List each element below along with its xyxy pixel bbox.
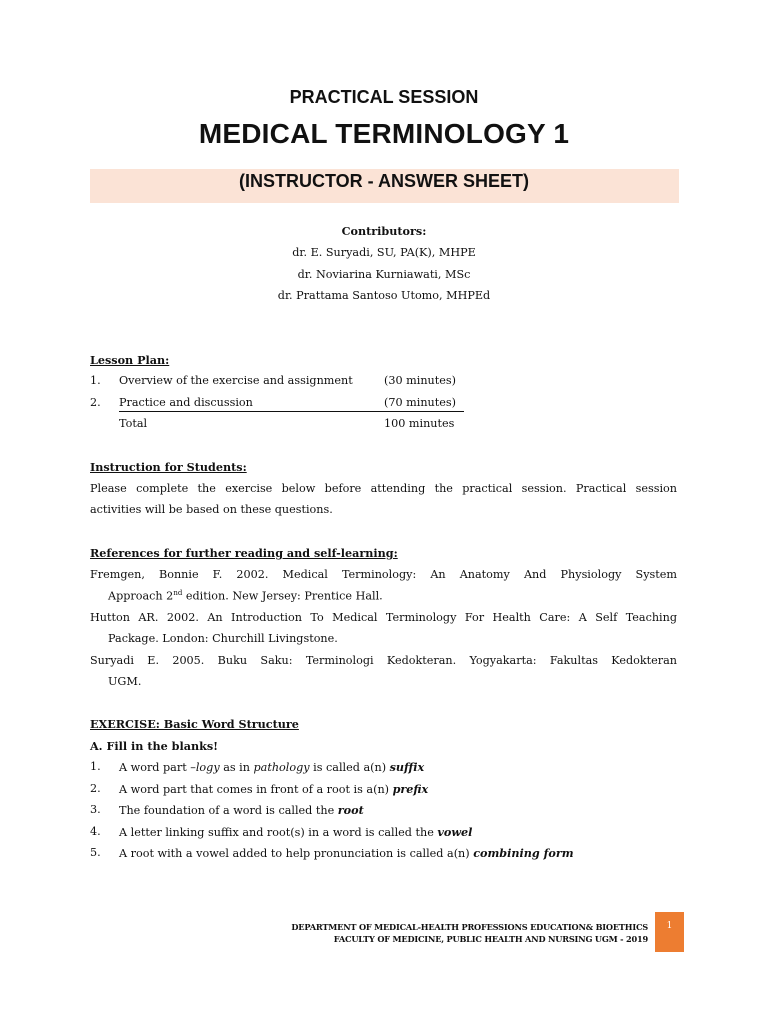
exercise-item: A word part that comes in front of a root is a(n) prefix [119, 782, 429, 796]
exercise-item: The foundation of a word is called the root [119, 803, 364, 817]
lesson-row-activity: Overview of the exercise and assignment [119, 374, 353, 387]
lesson-row-time: (30 minutes) [384, 374, 456, 387]
answer-text: combining form [473, 846, 574, 860]
lesson-total-time: 100 minutes [384, 417, 455, 430]
lesson-row-time: (70 minutes) [384, 396, 456, 409]
reference-item: UGM. [108, 675, 142, 688]
reference-item: Approach 2nd edition. New Jersey: Prentice Hall. [108, 589, 383, 603]
lesson-row-number: 1. [90, 374, 101, 387]
answer-text: root [337, 803, 364, 817]
lesson-plan-heading: Lesson Plan: [90, 353, 170, 367]
instruction-heading: Instruction for Students: [90, 460, 247, 474]
reference-item: Hutton AR. 2002. An Introduction To Medical Terminology For Health Care: A Self Teaching [90, 611, 677, 624]
exercise-item: A root with a vowel added to help pronunciation is called a(n) combining form [119, 846, 574, 860]
contributor-name: dr. Noviarina Kurniawati, MSc [297, 268, 471, 281]
lesson-row-underline [119, 411, 464, 412]
instruction-text: activities will be based on these questions. [90, 503, 333, 516]
reference-item: Fremgen, Bonnie F. 2002. Medical Terminology: An Anatomy And Physiology System [90, 568, 677, 581]
exercise-item-number: 3. [90, 803, 101, 816]
exercise-item-number: 5. [90, 846, 101, 859]
exercise-item-number: 2. [90, 782, 101, 795]
subtitle: (INSTRUCTOR - ANSWER SHEET) [239, 171, 529, 191]
exercise-heading: EXERCISE: Basic Word Structure [90, 717, 299, 731]
contributors-heading: Contributors: [341, 224, 427, 238]
exercise-section-title: A. Fill in the blanks! [90, 739, 219, 753]
contributor-name: dr. Prattama Santoso Utomo, MHPEd [277, 289, 491, 302]
lesson-row-activity: Practice and discussion [119, 396, 253, 409]
exercise-item: A letter linking suffix and root(s) in a word is called the vowel [119, 825, 473, 839]
contributor-name: dr. E. Suryadi, SU, PA(K), MHPE [292, 246, 476, 259]
exercise-item-number: 1. [90, 760, 101, 773]
answer-text: prefix [392, 782, 429, 796]
exercise-item-number: 4. [90, 825, 101, 838]
lesson-row-number: 2. [90, 396, 101, 409]
footer-faculty: FACULTY OF MEDICINE, PUBLIC HEALTH AND NURSING UGM - 2019 [333, 934, 648, 944]
reference-item: Package. London: Churchill Livingstone. [108, 632, 338, 645]
lesson-total-label: Total [119, 417, 148, 430]
answer-text: suffix [389, 760, 425, 774]
session-label: PRACTICAL SESSION [289, 87, 479, 107]
page-title: MEDICAL TERMINOLOGY 1 [198, 118, 570, 149]
answer-text: vowel [437, 825, 473, 839]
exercise-item: A word part –logy as in pathology is called a(n) suffix [119, 760, 425, 774]
reference-item: Suryadi E. 2005. Buku Saku: Terminologi Kedokteran. Yogyakarta: Fakultas Kedokteran [90, 654, 677, 667]
footer-department: DEPARTMENT OF MEDICAL-HEALTH PROFESSIONS EDUCATION& BIOETHICS [291, 922, 648, 932]
instruction-text: Please complete the exercise below before attending the practical session. Practical session [90, 482, 677, 495]
references-heading: References for further reading and self-learning: [90, 546, 398, 560]
page-number: 1 [655, 912, 684, 952]
